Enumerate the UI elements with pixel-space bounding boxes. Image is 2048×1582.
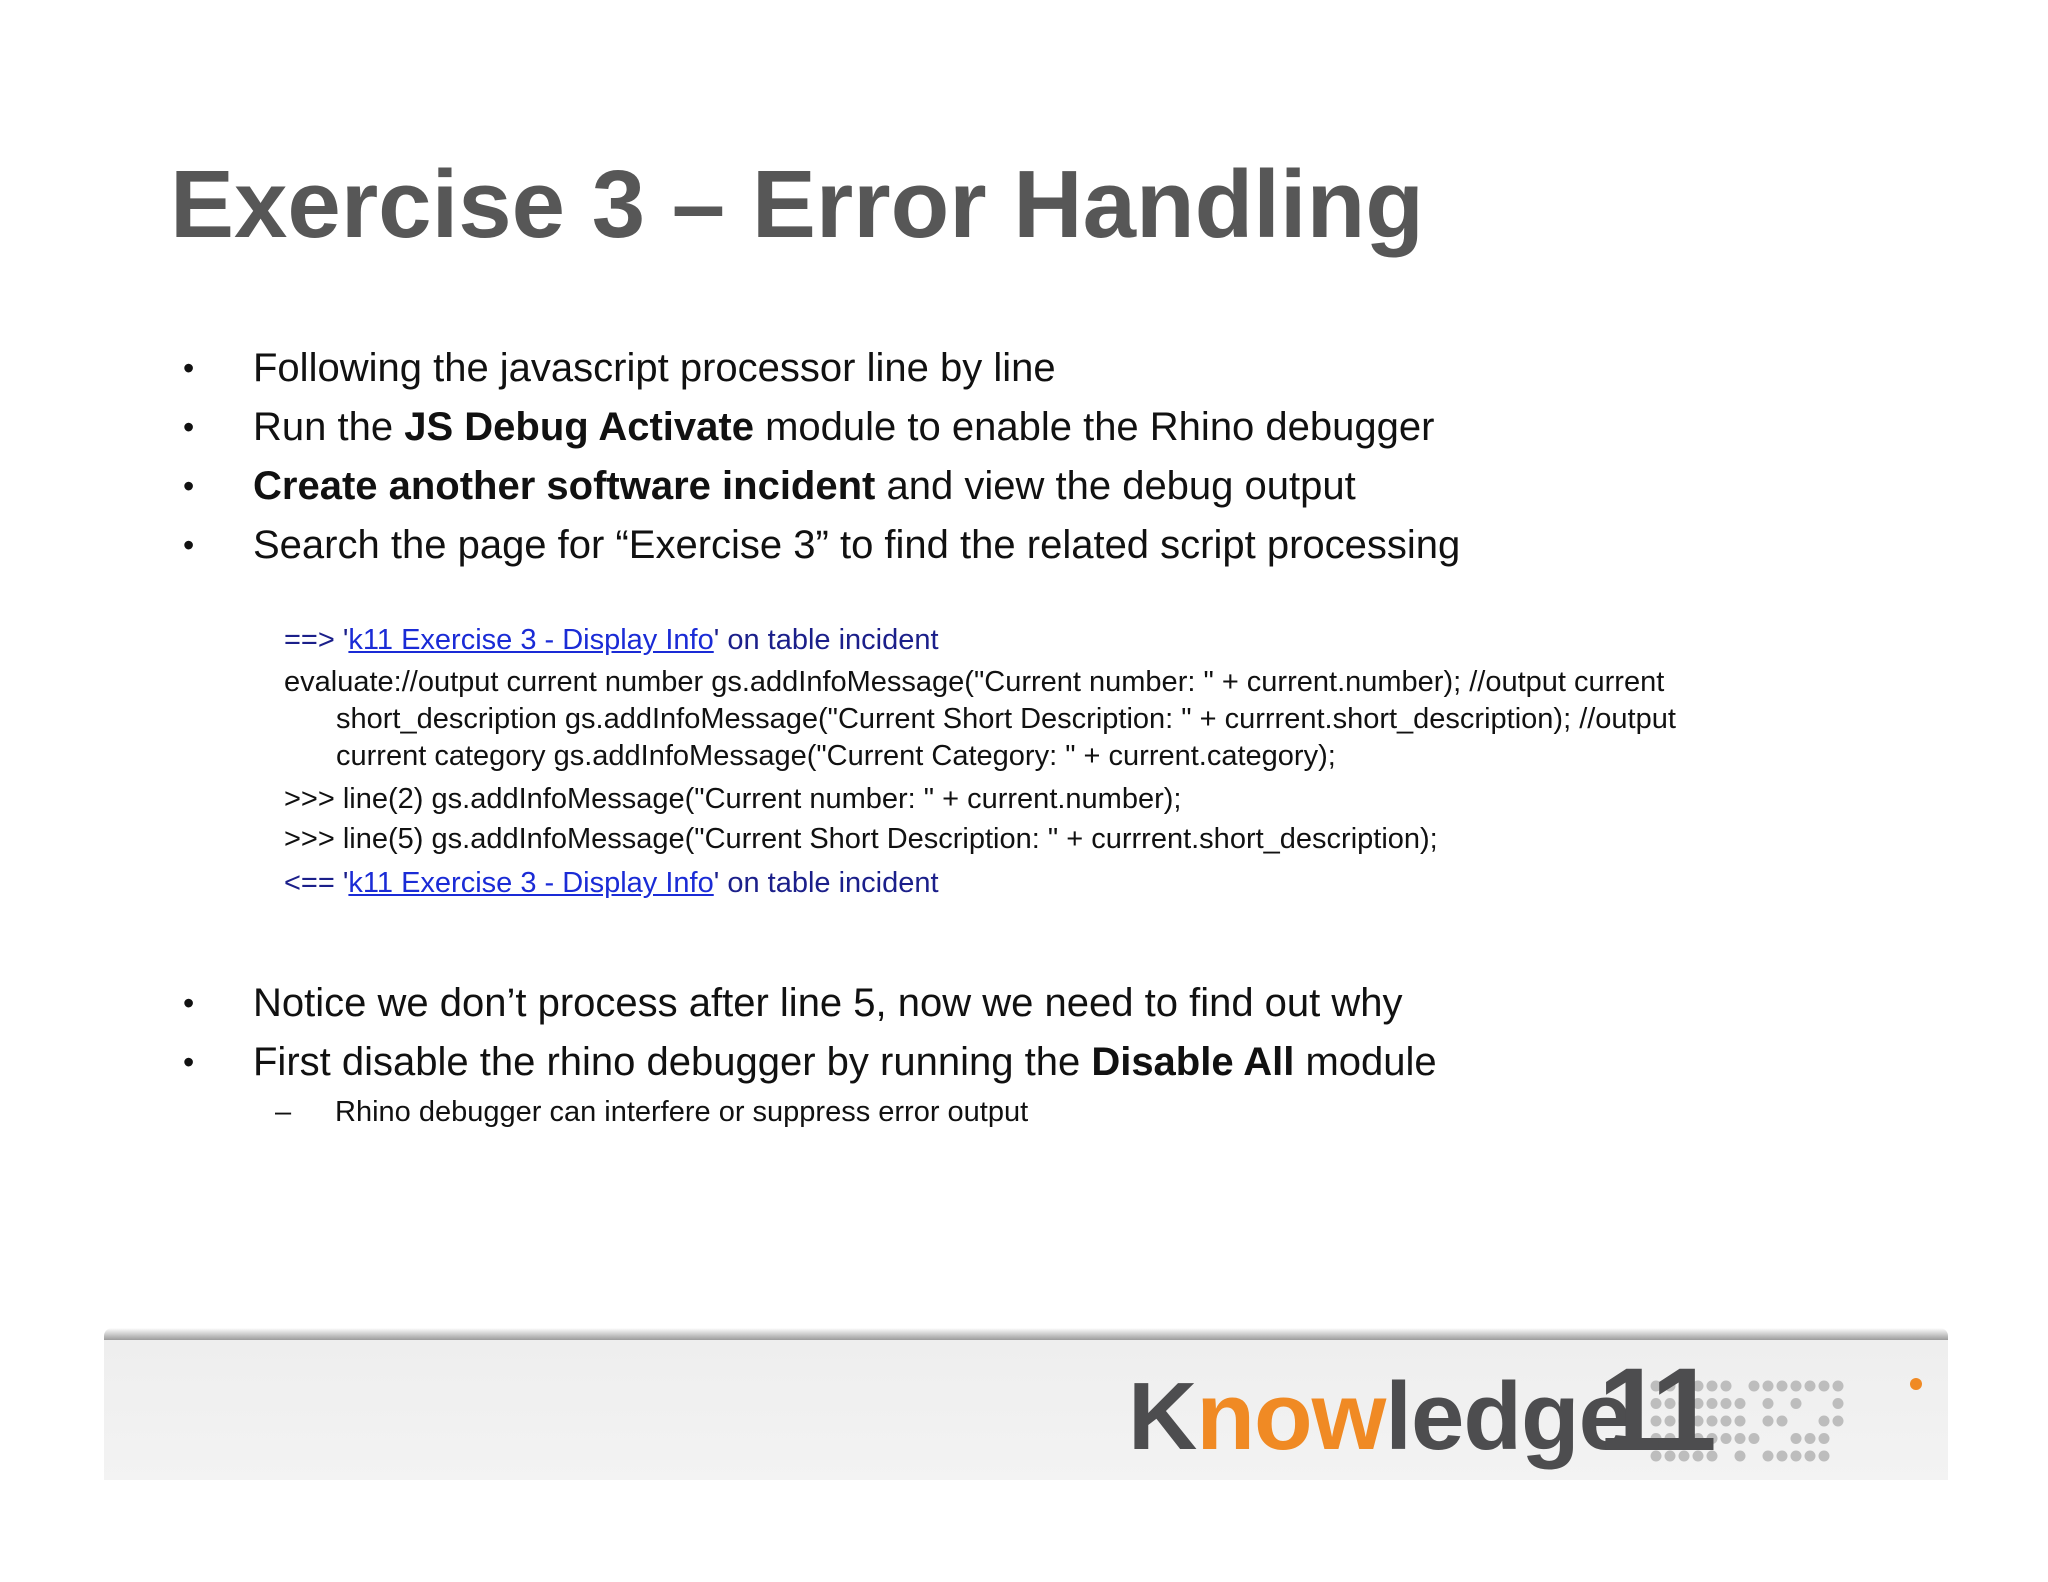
logo-dot xyxy=(1721,1398,1732,1409)
logo-dot xyxy=(1735,1433,1746,1444)
logo-dot xyxy=(1819,1451,1830,1462)
bold-text: Create another software incident xyxy=(253,464,876,508)
script-link[interactable]: k11 Exercise 3 - Display Info xyxy=(348,867,714,899)
logo-highlight: now xyxy=(1196,1363,1386,1470)
logo-dot xyxy=(1735,1451,1746,1462)
logo-dot xyxy=(1721,1416,1732,1427)
logo-dot xyxy=(1833,1398,1844,1409)
logo-dot xyxy=(1763,1416,1774,1427)
bullet-text: Run the JS Debug Activate module to enable the Rhino debugger xyxy=(253,405,1435,449)
logo-dot xyxy=(1833,1416,1844,1427)
logo-dot xyxy=(1833,1381,1844,1392)
bullet-icon: • xyxy=(183,409,195,445)
bullet-icon: • xyxy=(183,1044,195,1080)
logo-dot xyxy=(1819,1416,1830,1427)
script-link[interactable]: k11 Exercise 3 - Display Info xyxy=(348,624,714,656)
logo-dot xyxy=(1763,1381,1774,1392)
logo-dot xyxy=(1749,1433,1760,1444)
logo-dot xyxy=(1749,1381,1760,1392)
knowledge11-logo xyxy=(1128,1344,1928,1478)
logo-dot xyxy=(1805,1381,1816,1392)
dash-icon: – xyxy=(275,1096,292,1128)
bullet-text: Notice we don’t process after line 5, now we need to find out why xyxy=(253,981,1403,1025)
bullet-icon: • xyxy=(183,350,195,386)
bullet-list-top xyxy=(183,339,1883,575)
logo-dot xyxy=(1721,1381,1732,1392)
debug-output xyxy=(284,620,1804,903)
logo-number: 11 xyxy=(1598,1344,1711,1476)
debug-evaluate-line: short_description gs.addInfoMessage("Current Short Description: " + currrent.short_description); //output xyxy=(336,703,1676,735)
logo-dot xyxy=(1805,1451,1816,1462)
logo-dot xyxy=(1763,1451,1774,1462)
logo-dot xyxy=(1735,1416,1746,1427)
logo-dot xyxy=(1791,1433,1802,1444)
debug-evaluate-block xyxy=(284,660,1804,779)
debug-trace-line: >>> line(2) gs.addInfoMessage("Current number: " + current.number); xyxy=(284,783,1182,815)
bullet-icon: • xyxy=(183,527,195,563)
bullet-text: Create another software incident and view the debug output xyxy=(253,464,1356,508)
logo-dot xyxy=(1777,1381,1788,1392)
bullet-text: First disable the rhino debugger by running the Disable All module xyxy=(253,1040,1437,1084)
debug-evaluate-line: evaluate://output current number gs.addInfoMessage("Current number: " + current.number); //output current xyxy=(284,666,1665,698)
bullet-item xyxy=(183,457,1883,516)
bold-text: Disable All xyxy=(1091,1040,1295,1084)
logo-dot xyxy=(1777,1416,1788,1427)
bullet-item xyxy=(183,339,1883,398)
sub-bullet-item xyxy=(183,1092,1883,1132)
bullet-item xyxy=(183,398,1883,457)
logo-dot xyxy=(1763,1398,1774,1409)
bullet-item xyxy=(183,1033,1883,1092)
debug-exit-line: <== 'k11 Exercise 3 - Display Info' on table incident xyxy=(284,867,939,899)
slide-title: Exercise 3 – Error Handling xyxy=(170,151,1424,258)
logo-dot xyxy=(1819,1381,1830,1392)
debug-evaluate-line: current category gs.addInfoMessage("Current Category: " + current.category); xyxy=(336,740,1336,772)
logo-dot xyxy=(1721,1433,1732,1444)
debug-trace-line: >>> line(5) gs.addInfoMessage("Current Short Description: " + currrent.short_description); xyxy=(284,823,1438,855)
sub-bullet-text: Rhino debugger can interfere or suppress error output xyxy=(335,1096,1029,1128)
bullet-item xyxy=(183,516,1883,575)
debug-enter-line: ==> 'k11 Exercise 3 - Display Info' on table incident xyxy=(284,624,939,656)
bullet-icon: • xyxy=(183,985,195,1021)
logo-dot xyxy=(1819,1433,1830,1444)
bullet-text: Following the javascript processor line by line xyxy=(253,346,1056,390)
logo-dot xyxy=(1791,1381,1802,1392)
bullet-icon: • xyxy=(183,468,195,504)
logo-dot xyxy=(1791,1451,1802,1462)
bullet-text: Search the page for “Exercise 3” to find the related script processing xyxy=(253,523,1461,567)
logo-dot xyxy=(1777,1451,1788,1462)
logo-dot xyxy=(1735,1398,1746,1409)
logo-dot xyxy=(1791,1398,1802,1409)
logo-accent-dot xyxy=(1910,1378,1922,1390)
bold-text: JS Debug Activate xyxy=(404,405,754,449)
bullet-item xyxy=(183,974,1883,1033)
bullet-list-bottom xyxy=(183,974,1883,1132)
logo-dot xyxy=(1805,1433,1816,1444)
logo-wordmark: Knowledge xyxy=(1128,1363,1632,1470)
